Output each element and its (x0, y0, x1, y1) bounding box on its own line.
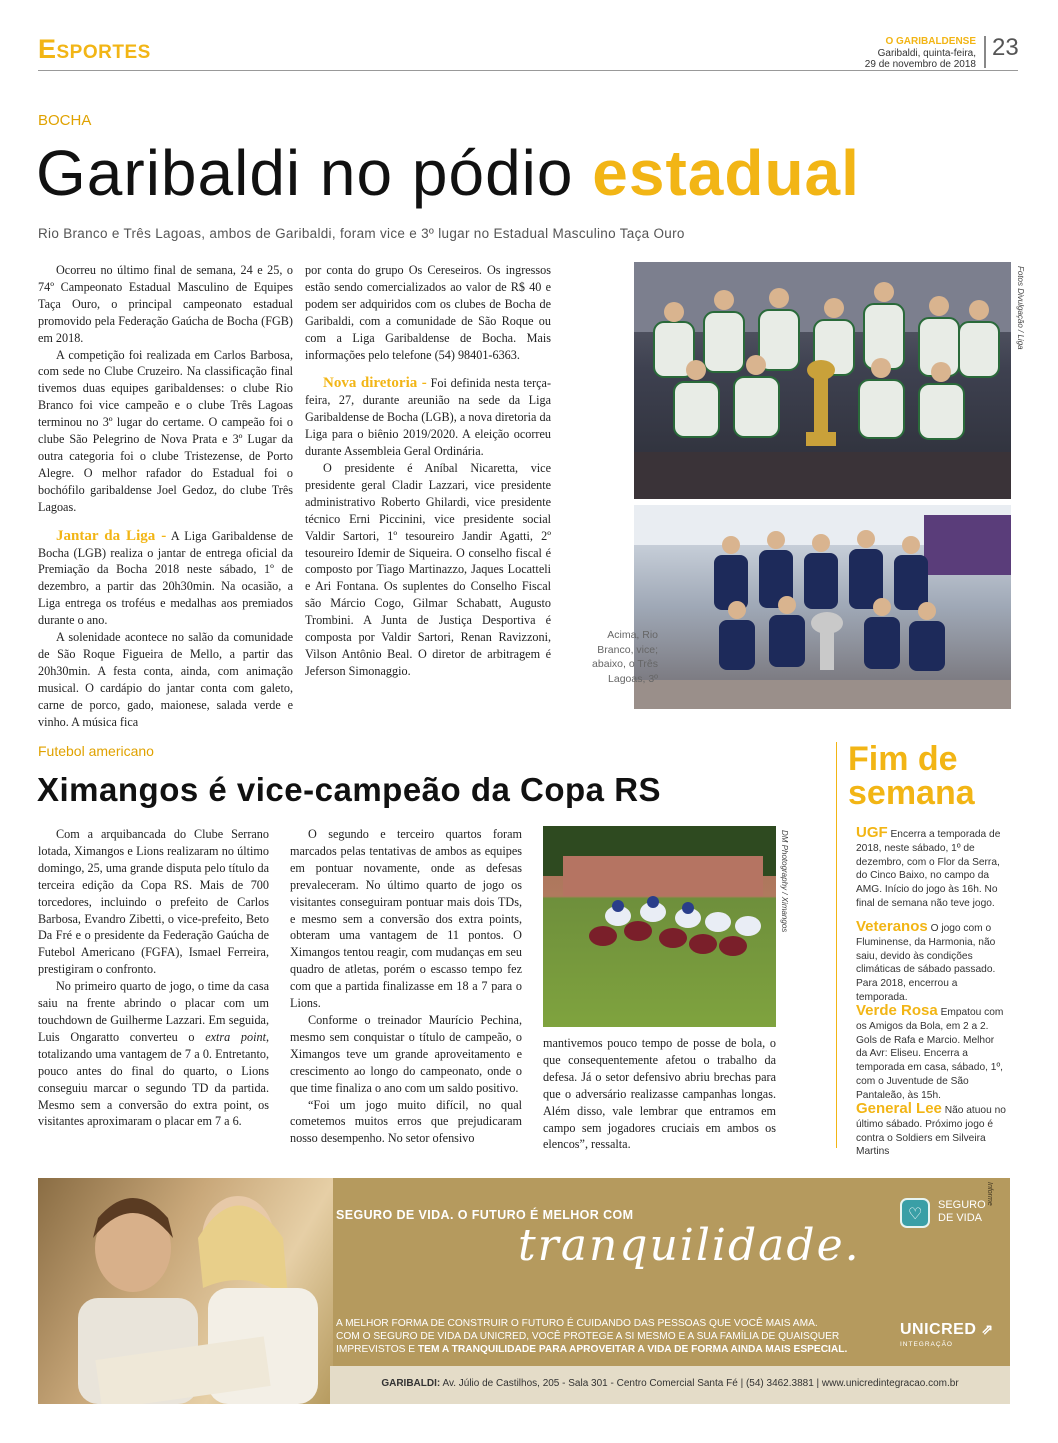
sidebar-item-title: General Lee (856, 1100, 942, 1117)
ad-footer-text[interactable]: Av. Júlio de Castilhos, 205 - Sala 301 - Centro Comercial Santa Fé | (54) 3462.3881 | www.unicredintegracao.com.br (442, 1378, 959, 1389)
team-photo-illustration (634, 505, 1011, 709)
article2-kicker: Futebol americano (38, 743, 154, 759)
photo-football-game (543, 826, 776, 1027)
paragraph (38, 528, 293, 629)
article1-headline (36, 132, 860, 214)
ad-body-line2: COM O SEGURO DE VIDA DA UNICRED, VOCÊ PROTEGE A SI MESMO E A SUA FAMÍLIA DE QUAISQUER (336, 1331, 840, 1342)
page-number-divider (984, 36, 986, 68)
article1-deck: Rio Branco e Três Lagoas, ambos de Garibaldi, foram vice e 3º lugar no Estadual Masculino Taça Ouro (38, 226, 685, 241)
sidebar-item-text: Encerra a temporada de 2018, neste sábado, 1º de dezembro, com o Flor da Serra, do Cinco Baixo, no campo da AMG. Início do jogo às 16h. No final de semana não teve jogo. (856, 829, 1001, 909)
article2-column-2 (290, 826, 522, 1156)
sidebar-title (848, 742, 975, 810)
photo-rio-branco-team (634, 262, 1011, 499)
article2-column-1 (38, 826, 269, 1156)
sidebar-item-text: Empatou com os Amigos da Bola, em 2 a 2. Gols de Rafa e Marcio. Melhor da Avr: Eliseu. Encerra a temporada em casa, sábado, 1º, com o Juventude de São Pantaleão, às 15h. (856, 1007, 1004, 1101)
section-title: Esportes (38, 34, 151, 64)
ad-badge-label (938, 1199, 986, 1225)
sidebar-title-line2: semana (848, 774, 975, 812)
article1-kicker: BOCHA (38, 112, 92, 129)
text-span: IMPREVISTOS E (336, 1344, 416, 1355)
paragraph: A competição foi realizada em Carlos Barbosa, com sede no Clube Cruzeiro. Na classificação final tivemos duas equipes garibaldenses: o clube Rio Branco foi vice campeão e o clube Três Lagoas terminou no 3º lugar do certame. O campeão foi o clube São Pelegrino de Nova Prata e 3º Lugar da outra categoria foi o clube Tristezense, de Porto Alegre. O melhor rafador do Estadual foi o bochófilo garibaldense Joel Gedoz, do clube Três Lagoas. (38, 347, 293, 514)
paper-name: O GARIBALDENSE (885, 36, 976, 47)
photo-tres-lagoas-team (634, 505, 1011, 709)
paragraph (305, 375, 551, 460)
sidebar-item (856, 920, 1006, 1005)
text-span: No primeiro quarto de jogo, o time da casa saiu na frente abrindo o placar com um touchdown de Guilherme Lazzari. Em seguida, Luis Ongaratto converteu o (38, 979, 269, 1044)
text-span: , totalizando uma vantagem de 7 a 0. Entretanto, pouco antes do final do quarto, o Lions conseguiu marcar o segundo TD da partida. Mesmo sem a conversão do extra point, os visitantes aproximaram o placar em 7 a 6. (38, 1029, 270, 1129)
ad-badge (900, 1198, 930, 1228)
paragraph: mantivemos pouco tempo de posse de bola, o que consequentemente afetou o trabalho da defesa. Já o setor defensivo abriu brechas para que o adversário realizasse campanhas longas. Além disso, vale lembrar que entramos em campo sem jogadores cruciais em ambos os elencos”, ressalta. (543, 1036, 776, 1152)
paragraph: Conforme o treinador Maurício Pechina, mesmo sem conquistar o título de campeão, o Ximangos teve um grande aproveitamento e crescimento ao longo do campeonato, onde o que time finaliza o ano com um saldo positivo. (290, 1012, 522, 1095)
ad-headline: SEGURO DE VIDA. O FUTURO É MELHOR COM (336, 1208, 634, 1222)
ad-script: tranquilidade. (518, 1220, 861, 1271)
ad-tag: Informe (986, 1182, 993, 1206)
subhead-diretoria: Nova diretoria - (323, 375, 427, 392)
ad-photo-couple (38, 1178, 333, 1404)
article1-column-2 (305, 262, 551, 718)
ad-footer-bar (330, 1366, 1010, 1404)
ad-footer-city: GARIBALDI: (381, 1378, 441, 1389)
photo-credit-football: DM Photography / Ximangos (780, 830, 789, 933)
unicred-integracao: INTEGRAÇÃO (900, 1341, 953, 1348)
sidebar-item-title: Verde Rosa (856, 1002, 938, 1019)
paragraph (38, 978, 269, 1130)
unicred-wordmark: UNICRED (900, 1321, 977, 1338)
photo-caption-bocha: Acima, Rio Branco, vice; abaixo, o Três Lagoas, 3º (592, 629, 658, 685)
page-number: 23 (992, 34, 1019, 61)
photo-credit-bocha: Fotos Divulgação / Liga (1016, 266, 1025, 350)
paragraph: Ocorreu no último final de semana, 24 e 25, o 74º Campeonato Estadual Masculino de Equipes Taça Ouro, o principal campeonato estadual promovido pela Federação Gaúcha de Bocha (FGB) em 2018. (38, 263, 293, 345)
sidebar-item-title: UGF (856, 824, 888, 841)
paragraph: Com a arquibancada do Clube Serrano lotada, Ximangos e Lions realizaram no último domingo, 25, uma grande disputa pelo título da terceira edição da Copa RS. Mais de 700 torcedores, incluindo o prefeito de Carlos Barbosa, Evandro Zibetti, o vice-prefeito, Beto Da Fré e o presidente da Federação Gaúcha de Futebol Americano (FGFA), Ismael Ferreira, prestigiram o confronto. (38, 827, 269, 977)
sidebar-item-text: Não atuou no último sábado. Próximo jogo é contra o Soldiers em Silveira Martins (856, 1105, 1006, 1158)
paragraph: O segundo e terceiro quartos foram marcados pelas tentativas de ambos as equipes em pontuar novamente, onde as defesas prevaleceram. No último quarto de jogo os visitantes conseguiram pontuar mais dois TDs, e mesmo sem a conversão dos extra points, obteram uma vantagem de 11 pontos. O Ximangos tentou reagir, com mudanças em seu quadro de atletas, porém o escasso tempo fez com que a partida finalizasse em 18 a 7 para o Lions. (290, 827, 522, 1011)
advertisement[interactable] (38, 1178, 1010, 1404)
unicred-arrow-icon: ⇗ (981, 1321, 994, 1337)
italic-term: extra point (205, 1029, 266, 1044)
subhead-text: Foi definida nesta terça-feira, 27, durante areunião na sede da Liga Garibaldense de Bocha (LGB), a nova diretoria da Liga para o biênio 2019/2020. A eleição ocorreu durante Assembleia Geral Ordinária. (305, 376, 552, 459)
badge-line2: DE VIDA (938, 1212, 983, 1224)
text-span-bold: TEM A TRANQUILIDADE PARA APROVEITAR A VIDA DE FORMA AINDA MAIS ESPECIAL. (417, 1344, 848, 1355)
article2-column-3 (543, 1035, 776, 1155)
ad-body-line3 (336, 1343, 876, 1356)
sidebar-rule (836, 742, 837, 1148)
paragraph: A solenidade acontece no salão da comunidade de São Roque Figueira de Mello, a partir das 20h30min. A festa conta, ainda, com animação musical. O cardápio do jantar conta com galeto, carne de porco, gado, maionese, salada verde e vinho. A música fica (38, 630, 293, 729)
heart-icon: ♡ (908, 1204, 923, 1223)
dateline-date: 29 de novembro de 2018 (864, 59, 976, 70)
sidebar-item (856, 826, 1006, 911)
badge-line1: SEGURO (938, 1199, 986, 1211)
headline-part2: estadual (592, 137, 860, 209)
ad-body (336, 1317, 876, 1356)
paragraph: por conta do grupo Os Cereseiros. Os ingressos estão sendo comercializados ao valor de R$ 40 e podem ser adquiridos com os clubes de Bocha de Garibaldi, com a comunidade de São Roque ou com a Liga Garibaldense de Bocha. Mais informações pelo telefone (54) 98401-6363. (305, 263, 551, 362)
headline-part1: Garibaldi no pódio (36, 137, 574, 209)
article1-column-1 (38, 262, 294, 729)
section-rule (38, 70, 1018, 71)
unicred-logo (900, 1321, 994, 1339)
sidebar-item-text: O jogo com o Fluminense, da Harmonia, não saiu, devido às condições climáticas de sábado passado. Para 2018, encerrou a temporada. (856, 923, 996, 1003)
article2-headline: Ximangos é vice-campeão da Copa RS (37, 771, 662, 808)
dateline-city: Garibaldi, quinta-feira, (877, 48, 976, 59)
team-photo-illustration (634, 262, 1011, 499)
sidebar-item (856, 1004, 1006, 1103)
sidebar-item (856, 1102, 1006, 1159)
ad-body-line1: A MELHOR FORMA DE CONSTRUIR O FUTURO É CUIDANDO DAS PESSOAS QUE VOCÊ MAIS AMA. (336, 1318, 818, 1329)
paragraph: O presidente é Aníbal Nicaretta, vice presidente geral Cladir Lazzari, vice presidente administrativo Roberto Ghilardi, vice presidente técnico Erni Piccinini, vice presidente social Valdir Sartori, 1º tesoureiro Jandir Agatti, 2º tesoureiro Idemir de Siqueira. O conselho fiscal é composto por Tiago Martinazzo, Jaques Locatteli e Ari Fontana. Os suplentes do Conselho Fiscal são Márcio Cogo, Gilmar Schabatt, Augusto Trombini. A Junta de Justiça Desportiva é composta por Valdir Sartori, Renan Ravizzoni, Vilson Antônio Beal. O diretor de arbitragem é Jeferson Simonaggio. (305, 460, 551, 678)
subhead-text: A Liga Garibaldense de Bocha (LGB) realiza o jantar de entrega oficial da Premiação da Bocha 2018 neste sábado, 1º de dezembro, a partir das 20h30min. Na ocasião, a Liga entrega os troféus e medalhas aos premiados durante o ano. (38, 528, 294, 628)
paragraph: “Foi um jogo muito difícil, no qual cometemos muitos erros que prejudicaram nosso desempenho. No setor ofensivo (290, 1097, 522, 1146)
sidebar-item-title: Veteranos (856, 918, 928, 935)
football-photo-illustration (543, 826, 776, 1027)
subhead-jantar: Jantar da Liga - (56, 527, 167, 544)
sidebar-title-line1: Fim de (848, 740, 958, 778)
couple-illustration (38, 1178, 333, 1404)
